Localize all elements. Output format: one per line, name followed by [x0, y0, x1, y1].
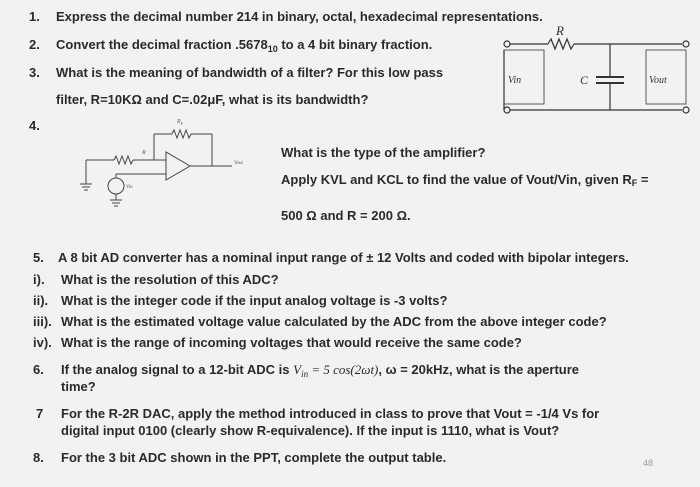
q5-part-i-number: i).	[33, 272, 45, 287]
q6-formula-expr: = 5 cos(2ωt)	[308, 362, 379, 377]
lowpass-c-label: C	[580, 73, 589, 87]
amp-vout-label: Vout	[234, 161, 243, 166]
q5-part-iii-text: What is the estimated voltage value calculated by the ADC from the above integer code?	[61, 314, 607, 329]
q6-text-pre: If the analog signal to a 12-bit ADC is	[61, 362, 294, 377]
q6-formula	[293, 362, 378, 377]
q5-text: A 8 bit AD converter has a nominal input range of ± 12 Volts and coded with bipolar integers.	[58, 250, 629, 265]
amp-rf-label-main: R	[177, 119, 181, 125]
lowpass-vout-label: Vout	[649, 75, 667, 86]
q6-number: 6.	[33, 362, 44, 377]
q4-line2-pre: Apply KVL and KCL to find the value of Vout/Vin, given R	[281, 172, 632, 187]
amp-rf-label-sub: F	[180, 121, 184, 126]
output-terminal-top	[683, 41, 689, 47]
q6-formula-sub: in	[301, 369, 309, 379]
q3-number: 3.	[29, 65, 40, 80]
q4-line2	[281, 172, 649, 191]
q2-subscript: 10	[267, 44, 278, 54]
lowpass-filter-diagram	[498, 22, 698, 122]
q7-line1: For the R-2R DAC, apply the method introduced in class to prove that Vout = -1/4 Vs for	[61, 406, 600, 421]
amp-rf-label	[176, 119, 184, 126]
q3-line2: filter, R=10KΩ and C=.02μF, what is its bandwidth?	[56, 92, 369, 107]
q3-line1: What is the meaning of bandwidth of a filter? For this low pass	[56, 65, 444, 80]
q4-number: 4.	[29, 118, 40, 133]
q4-line2-post: =	[637, 172, 649, 187]
q2-number: 2.	[29, 37, 40, 52]
q5-number: 5.	[33, 250, 44, 265]
q5-part-iv-text: What is the range of incoming voltages that would receive the same code?	[61, 335, 522, 350]
q5-part-iv-number: iv).	[33, 335, 52, 350]
q4-line1: What is the type of the amplifier?	[281, 145, 486, 160]
q1-text: Express the decimal number 214 in binary, octal, hexadecimal representations.	[56, 9, 543, 24]
q2-text	[56, 37, 432, 57]
q6-line2: time?	[61, 379, 96, 394]
amplifier-diagram	[72, 114, 272, 214]
q1-number: 1.	[29, 9, 40, 24]
q5-part-ii-text: What is the integer code if the input analog voltage is -3 volts?	[61, 293, 448, 308]
lowpass-vin-label: Vin	[508, 75, 522, 86]
q4-line2-sub: F	[631, 178, 638, 188]
page-number: 48	[643, 458, 654, 468]
q2-text-post: to a 4 bit binary fraction.	[277, 37, 433, 52]
q5-part-iii-number: iii).	[33, 314, 52, 329]
q6-text-post: , ω = 20kHz, what is the aperture	[378, 362, 580, 377]
q8-text: For the 3 bit ADC shown in the PPT, complete the output table.	[61, 450, 447, 465]
q7-line2: digital input 0100 (clearly show R-equivalence). If the input is 1110, what is Vout?	[61, 423, 560, 438]
q5-part-i-text: What is the resolution of this ADC?	[61, 272, 279, 287]
lowpass-r-label: R	[556, 23, 564, 38]
output-terminal-bottom	[683, 107, 689, 113]
q2-text-pre: Convert the decimal fraction .5678	[56, 37, 268, 52]
q4-line3: 500 Ω and R = 200 Ω.	[281, 208, 411, 223]
q6-line1	[61, 362, 579, 382]
q6-formula-v: V	[293, 362, 302, 377]
amp-vin-label: Vin	[126, 185, 133, 190]
amp-r-label: R	[142, 150, 146, 156]
q7-number: 7	[36, 406, 44, 421]
input-terminal-top	[504, 41, 510, 47]
q8-number: 8.	[33, 450, 44, 465]
input-terminal-bottom	[504, 107, 510, 113]
q5-part-ii-number: ii).	[33, 293, 49, 308]
